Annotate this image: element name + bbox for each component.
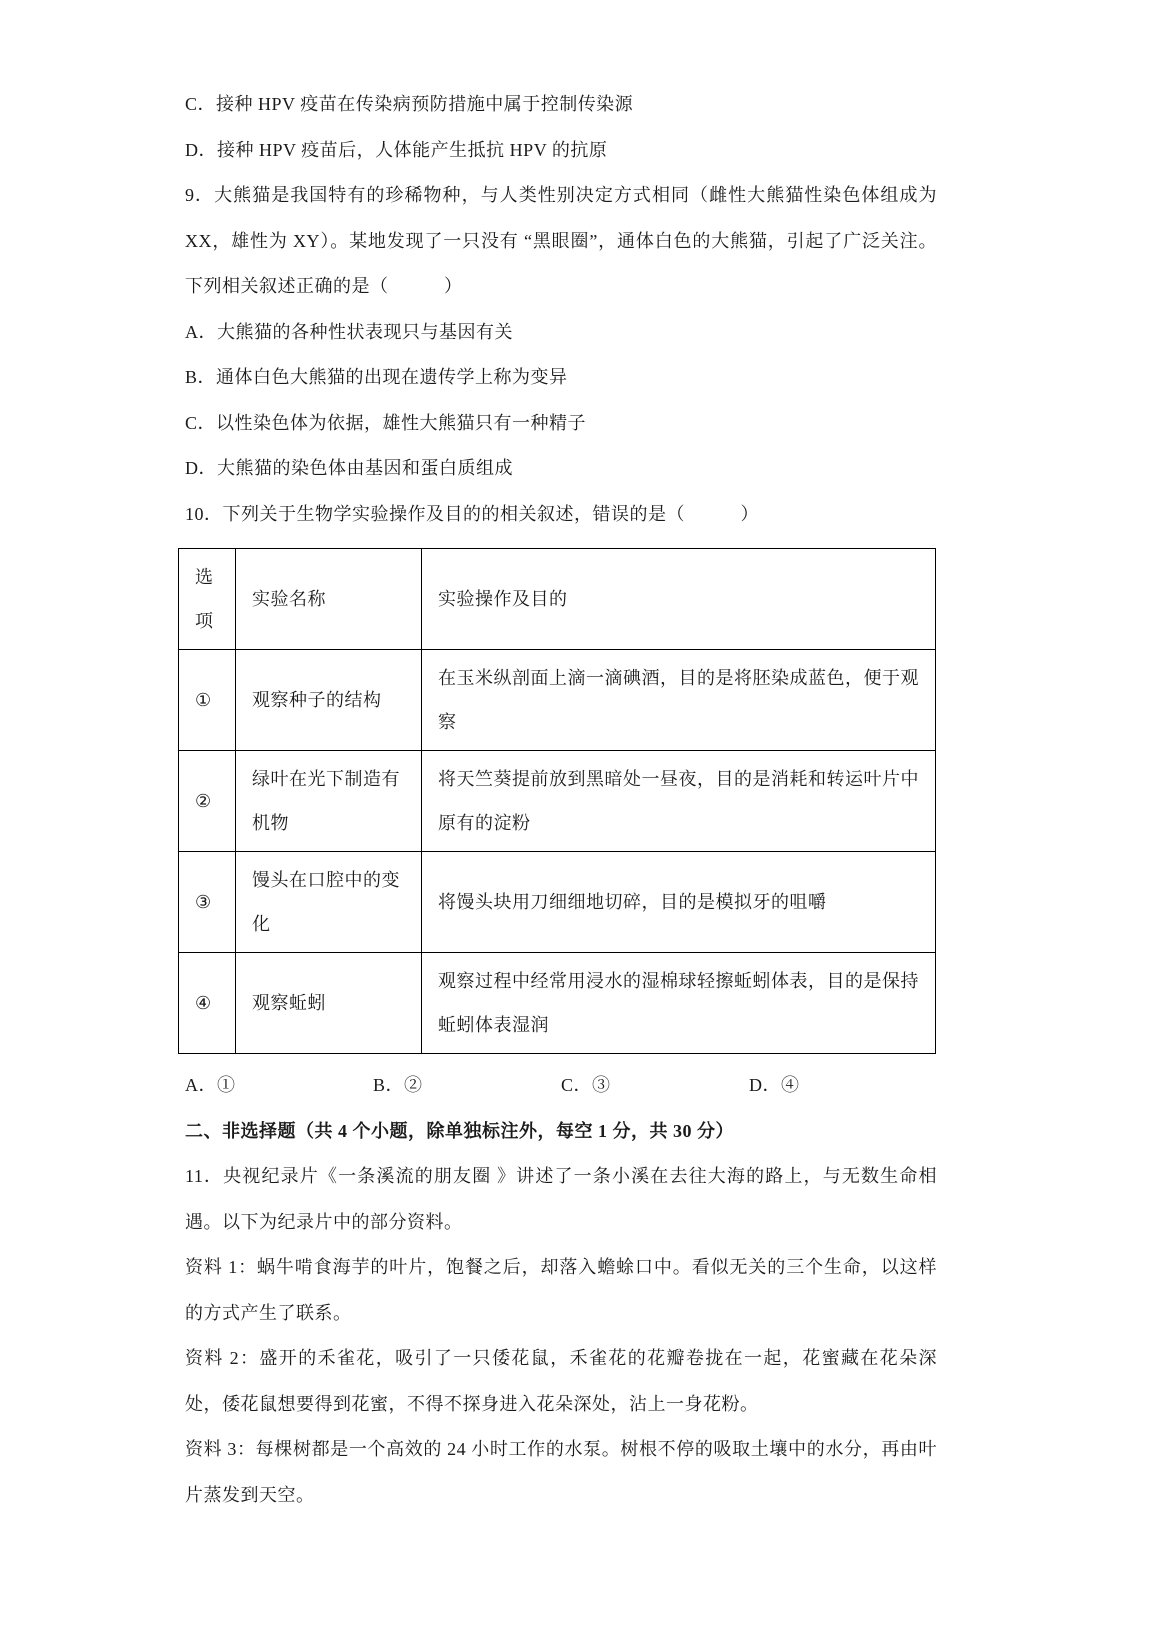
q11-material-3: 资料 3：每棵树都是一个高效的 24 小时工作的水泵。树根不停的吸取土壤中的水分，再由叶片蒸发到天空。 (185, 1439, 937, 1505)
table-row (179, 650, 936, 751)
q10-answer-c: C．③ (561, 1075, 611, 1095)
q10-answer-b: B．② (373, 1075, 423, 1095)
table-row (179, 852, 936, 953)
q10-answer-options (185, 1063, 937, 1109)
table-cell-option: ① (179, 650, 236, 751)
q11-stem: 11．央视纪录片《一条溪流的朋友圈 》讲述了一条小溪在去往大海的路上，与无数生命相遇。以下为纪录片中的部分资料。 (185, 1166, 937, 1232)
table-cell-detail: 观察过程中经常用浸水的湿棉球轻擦蚯蚓体表，目的是保持蚯蚓体表湿润 (422, 953, 936, 1054)
table-cell-detail: 将馒头块用刀细细地切碎，目的是模拟牙的咀嚼 (422, 852, 936, 953)
table-cell-option: ③ (179, 852, 236, 953)
q9-stem: 9．大熊猫是我国特有的珍稀物种，与人类性别决定方式相同（雌性大熊猫性染色体组成为 XX，雄性为 XY）。某地发现了一只没有 “黑眼圈”，通体白色的大熊猫，引起了广泛关注。下列相关叙述正确的是（ ） (185, 185, 937, 296)
table-header-name: 实验名称 (236, 549, 422, 650)
q10-stem: 10．下列关于生物学实验操作及目的的相关叙述，错误的是（ ） (185, 503, 759, 524)
table-cell-name: 观察种子的结构 (236, 650, 422, 751)
table-cell-detail: 将天竺葵提前放到黑暗处一昼夜，目的是消耗和转运叶片中原有的淀粉 (422, 751, 936, 852)
q11-material-2: 资料 2：盛开的禾雀花，吸引了一只倭花鼠，禾雀花的花瓣卷拢在一起，花蜜藏在花朵深处，倭花鼠想要得到花蜜，不得不探身进入花朵深处，沾上一身花粉。 (185, 1348, 937, 1414)
table-cell-option: ④ (179, 953, 236, 1054)
q9-option-c: C．以性染色体为依据，雄性大熊猫只有一种精子 (185, 412, 587, 433)
q8-option-c: C．接种 HPV 疫苗在传染病预防措施中属于控制传染源 (185, 94, 634, 114)
section-two-heading: 二、非选择题（共 4 个小题，除单独标注外，每空 1 分，共 30 分） (185, 1120, 734, 1141)
table-row (179, 751, 936, 852)
table-cell-name: 馒头在口腔中的变化 (236, 852, 422, 953)
table-header-detail: 实验操作及目的 (422, 549, 936, 650)
table-cell-option: ② (179, 751, 236, 852)
q11-material-1: 资料 1：蜗牛啃食海芋的叶片，饱餐之后，却落入蟾蜍口中。看似无关的三个生命，以这样的方式产生了联系。 (185, 1257, 937, 1323)
experiment-table (178, 548, 936, 1054)
q10-answer-a: A．① (185, 1075, 236, 1095)
table-row (179, 953, 936, 1054)
table-cell-name: 观察蚯蚓 (236, 953, 422, 1054)
q8-option-d: D．接种 HPV 疫苗后，人体能产生抵抗 HPV 的抗原 (185, 139, 608, 160)
q9-option-d: D．大熊猫的染色体由基因和蛋白质组成 (185, 458, 513, 478)
table-header-row (179, 549, 936, 650)
q10-answer-d: D．④ (749, 1075, 800, 1095)
table-header-option: 选项 (179, 549, 236, 650)
q9-option-a: A．大熊猫的各种性状表现只与基因有关 (185, 321, 513, 342)
table-cell-detail: 在玉米纵剖面上滴一滴碘酒，目的是将胚染成蓝色，便于观察 (422, 650, 936, 751)
q9-option-b: B．通体白色大熊猫的出现在遗传学上称为变异 (185, 367, 568, 387)
document-content (185, 82, 937, 1518)
table-cell-name: 绿叶在光下制造有机物 (236, 751, 422, 852)
